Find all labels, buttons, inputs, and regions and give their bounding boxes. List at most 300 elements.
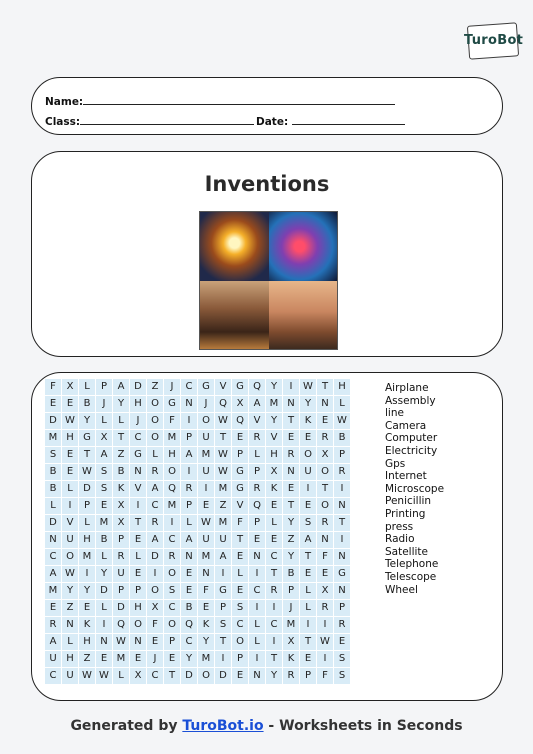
grid-cell[interactable]: P — [334, 447, 350, 463]
grid-cell[interactable]: I — [334, 481, 350, 497]
grid-cell[interactable]: P — [181, 498, 197, 514]
grid-cell[interactable]: L — [62, 634, 78, 650]
grid-cell[interactable]: J — [283, 600, 299, 616]
grid-cell[interactable]: Z — [283, 532, 299, 548]
grid-cell[interactable]: L — [266, 515, 282, 531]
grid-cell[interactable]: O — [300, 447, 316, 463]
grid-cell[interactable]: P — [164, 634, 180, 650]
grid-cell[interactable]: P — [113, 583, 129, 599]
grid-cell[interactable]: W — [334, 413, 350, 429]
grid-cell[interactable]: M — [215, 481, 231, 497]
grid-cell[interactable]: N — [283, 464, 299, 480]
grid-cell[interactable]: T — [266, 651, 282, 667]
grid-cell[interactable]: E — [283, 481, 299, 497]
grid-cell[interactable]: Q — [113, 617, 129, 633]
grid-cell[interactable]: T — [79, 447, 95, 463]
grid-cell[interactable]: A — [113, 379, 129, 395]
grid-cell[interactable]: A — [45, 566, 61, 582]
grid-cell[interactable]: E — [334, 634, 350, 650]
grid-cell[interactable]: N — [283, 396, 299, 412]
grid-cell[interactable]: O — [164, 464, 180, 480]
grid-cell[interactable]: C — [147, 498, 163, 514]
grid-cell[interactable]: Y — [266, 668, 282, 684]
grid-cell[interactable]: E — [300, 430, 316, 446]
grid-cell[interactable]: E — [300, 651, 316, 667]
grid-cell[interactable]: L — [181, 515, 197, 531]
grid-cell[interactable]: N — [62, 617, 78, 633]
grid-cell[interactable]: K — [198, 617, 214, 633]
grid-cell[interactable]: L — [232, 566, 248, 582]
grid-cell[interactable]: T — [130, 515, 146, 531]
grid-cell[interactable]: N — [249, 668, 265, 684]
grid-cell[interactable]: A — [249, 396, 265, 412]
grid-cell[interactable]: A — [181, 532, 197, 548]
grid-cell[interactable]: R — [317, 430, 333, 446]
grid-cell[interactable]: Y — [62, 583, 78, 599]
grid-cell[interactable]: Q — [232, 413, 248, 429]
grid-cell[interactable]: G — [232, 464, 248, 480]
grid-cell[interactable]: P — [215, 600, 231, 616]
grid-cell[interactable]: B — [96, 532, 112, 548]
grid-cell[interactable]: Y — [79, 413, 95, 429]
grid-cell[interactable]: M — [164, 498, 180, 514]
grid-cell[interactable]: Z — [62, 600, 78, 616]
grid-cell[interactable]: T — [113, 430, 129, 446]
grid-cell[interactable]: E — [62, 447, 78, 463]
grid-cell[interactable]: C — [45, 549, 61, 565]
grid-cell[interactable]: G — [232, 379, 248, 395]
grid-cell[interactable]: R — [317, 515, 333, 531]
grid-cell[interactable]: R — [147, 515, 163, 531]
grid-cell[interactable]: B — [283, 566, 299, 582]
grid-cell[interactable]: F — [164, 413, 180, 429]
grid-cell[interactable]: E — [96, 498, 112, 514]
grid-cell[interactable]: M — [96, 515, 112, 531]
grid-cell[interactable]: L — [300, 600, 316, 616]
class-line[interactable] — [80, 114, 254, 125]
grid-cell[interactable]: O — [317, 498, 333, 514]
grid-cell[interactable]: C — [147, 668, 163, 684]
grid-cell[interactable]: I — [249, 566, 265, 582]
grid-cell[interactable]: P — [96, 379, 112, 395]
grid-cell[interactable]: N — [249, 549, 265, 565]
grid-cell[interactable]: W — [62, 413, 78, 429]
grid-cell[interactable]: L — [96, 413, 112, 429]
grid-cell[interactable]: S — [232, 600, 248, 616]
grid-cell[interactable]: H — [79, 532, 95, 548]
grid-cell[interactable]: L — [249, 634, 265, 650]
grid-cell[interactable]: V — [62, 515, 78, 531]
grid-cell[interactable]: A — [181, 447, 197, 463]
grid-cell[interactable]: F — [232, 515, 248, 531]
grid-cell[interactable]: Q — [181, 617, 197, 633]
grid-cell[interactable]: O — [164, 617, 180, 633]
grid-cell[interactable]: U — [198, 464, 214, 480]
grid-cell[interactable]: T — [266, 566, 282, 582]
grid-cell[interactable]: S — [334, 668, 350, 684]
grid-cell[interactable]: J — [96, 396, 112, 412]
grid-cell[interactable]: E — [130, 651, 146, 667]
grid-cell[interactable]: C — [232, 617, 248, 633]
grid-cell[interactable]: X — [62, 379, 78, 395]
grid-cell[interactable]: T — [317, 379, 333, 395]
date-line[interactable] — [292, 114, 405, 125]
grid-cell[interactable]: X — [96, 430, 112, 446]
grid-cell[interactable]: C — [130, 430, 146, 446]
grid-cell[interactable]: L — [45, 498, 61, 514]
grid-cell[interactable]: L — [113, 668, 129, 684]
grid-cell[interactable]: L — [130, 549, 146, 565]
grid-cell[interactable]: V — [266, 430, 282, 446]
grid-cell[interactable]: K — [79, 617, 95, 633]
grid-cell[interactable]: W — [113, 634, 129, 650]
grid-cell[interactable]: M — [283, 617, 299, 633]
grid-cell[interactable]: C — [266, 549, 282, 565]
grid-cell[interactable]: M — [266, 396, 282, 412]
grid-cell[interactable]: E — [96, 651, 112, 667]
grid-cell[interactable]: E — [232, 549, 248, 565]
grid-cell[interactable]: W — [215, 413, 231, 429]
grid-cell[interactable]: Z — [79, 651, 95, 667]
grid-cell[interactable]: I — [147, 566, 163, 582]
grid-cell[interactable]: T — [232, 532, 248, 548]
grid-cell[interactable]: U — [113, 566, 129, 582]
grid-cell[interactable]: E — [45, 600, 61, 616]
grid-cell[interactable]: J — [198, 396, 214, 412]
grid-cell[interactable]: A — [147, 532, 163, 548]
grid-cell[interactable]: W — [96, 668, 112, 684]
grid-cell[interactable]: K — [113, 481, 129, 497]
grid-cell[interactable]: T — [334, 515, 350, 531]
grid-cell[interactable]: D — [130, 379, 146, 395]
grid-cell[interactable]: R — [181, 481, 197, 497]
grid-cell[interactable]: N — [334, 549, 350, 565]
grid-cell[interactable]: E — [232, 430, 248, 446]
grid-cell[interactable]: O — [147, 396, 163, 412]
grid-cell[interactable]: H — [130, 600, 146, 616]
grid-cell[interactable]: M — [215, 515, 231, 531]
grid-cell[interactable]: N — [317, 532, 333, 548]
grid-cell[interactable]: E — [164, 651, 180, 667]
grid-cell[interactable]: X — [147, 600, 163, 616]
grid-cell[interactable]: L — [147, 447, 163, 463]
grid-cell[interactable]: I — [249, 600, 265, 616]
grid-cell[interactable]: R — [283, 668, 299, 684]
grid-cell[interactable]: G — [334, 566, 350, 582]
grid-cell[interactable]: P — [232, 447, 248, 463]
grid-cell[interactable]: W — [79, 464, 95, 480]
name-line[interactable] — [83, 94, 395, 105]
grid-cell[interactable]: E — [62, 396, 78, 412]
grid-cell[interactable]: X — [232, 396, 248, 412]
grid-cell[interactable]: T — [164, 668, 180, 684]
grid-cell[interactable]: X — [283, 634, 299, 650]
grid-cell[interactable]: P — [79, 498, 95, 514]
grid-cell[interactable]: W — [198, 515, 214, 531]
grid-cell[interactable]: R — [45, 617, 61, 633]
grid-cell[interactable]: Q — [215, 396, 231, 412]
grid-cell[interactable]: E — [317, 413, 333, 429]
grid-cell[interactable]: R — [283, 447, 299, 463]
grid-cell[interactable]: M — [113, 651, 129, 667]
grid-cell[interactable]: C — [164, 600, 180, 616]
grid-cell[interactable]: E — [181, 566, 197, 582]
grid-cell[interactable]: T — [300, 549, 316, 565]
grid-cell[interactable]: J — [130, 413, 146, 429]
grid-cell[interactable]: E — [62, 464, 78, 480]
grid-cell[interactable]: X — [266, 464, 282, 480]
grid-cell[interactable]: R — [317, 600, 333, 616]
grid-cell[interactable]: N — [130, 634, 146, 650]
grid-cell[interactable]: L — [79, 379, 95, 395]
grid-cell[interactable]: H — [62, 651, 78, 667]
grid-cell[interactable]: O — [232, 634, 248, 650]
grid-cell[interactable]: F — [198, 583, 214, 599]
grid-cell[interactable]: U — [300, 464, 316, 480]
grid-cell[interactable]: C — [249, 583, 265, 599]
grid-cell[interactable]: R — [147, 464, 163, 480]
grid-cell[interactable]: O — [317, 464, 333, 480]
grid-cell[interactable]: Y — [79, 583, 95, 599]
grid-cell[interactable]: E — [147, 634, 163, 650]
grid-cell[interactable]: O — [147, 583, 163, 599]
grid-cell[interactable]: N — [96, 634, 112, 650]
grid-cell[interactable]: I — [181, 413, 197, 429]
grid-cell[interactable]: K — [300, 413, 316, 429]
grid-cell[interactable]: U — [62, 668, 78, 684]
grid-cell[interactable]: E — [232, 583, 248, 599]
grid-cell[interactable]: P — [300, 668, 316, 684]
grid-cell[interactable]: X — [113, 498, 129, 514]
grid-cell[interactable]: O — [147, 430, 163, 446]
grid-cell[interactable]: L — [334, 396, 350, 412]
grid-cell[interactable]: V — [249, 413, 265, 429]
grid-cell[interactable]: B — [334, 430, 350, 446]
grid-cell[interactable]: F — [147, 617, 163, 633]
grid-cell[interactable]: S — [45, 447, 61, 463]
grid-cell[interactable]: S — [300, 515, 316, 531]
grid-cell[interactable]: H — [130, 396, 146, 412]
grid-cell[interactable]: I — [79, 566, 95, 582]
grid-cell[interactable]: H — [62, 430, 78, 446]
grid-cell[interactable]: U — [215, 532, 231, 548]
grid-cell[interactable]: I — [215, 651, 231, 667]
grid-cell[interactable]: E — [317, 566, 333, 582]
grid-cell[interactable]: Z — [215, 498, 231, 514]
grid-cell[interactable]: I — [215, 566, 231, 582]
grid-cell[interactable]: I — [300, 617, 316, 633]
grid-cell[interactable]: T — [317, 481, 333, 497]
grid-cell[interactable]: R — [334, 617, 350, 633]
grid-cell[interactable]: D — [181, 668, 197, 684]
grid-cell[interactable]: Q — [164, 481, 180, 497]
grid-cell[interactable]: P — [232, 651, 248, 667]
grid-cell[interactable]: T — [215, 430, 231, 446]
grid-cell[interactable]: J — [164, 379, 180, 395]
grid-cell[interactable]: X — [317, 447, 333, 463]
grid-cell[interactable]: E — [181, 583, 197, 599]
grid-cell[interactable]: N — [334, 498, 350, 514]
grid-cell[interactable]: Y — [283, 549, 299, 565]
grid-cell[interactable]: Y — [181, 651, 197, 667]
grid-cell[interactable]: P — [249, 515, 265, 531]
grid-cell[interactable]: I — [300, 481, 316, 497]
grid-cell[interactable]: X — [130, 668, 146, 684]
grid-cell[interactable]: T — [215, 634, 231, 650]
grid-cell[interactable]: G — [198, 379, 214, 395]
grid-cell[interactable]: O — [198, 668, 214, 684]
grid-cell[interactable]: I — [181, 464, 197, 480]
grid-cell[interactable]: Q — [249, 498, 265, 514]
grid-cell[interactable]: H — [164, 447, 180, 463]
grid-cell[interactable]: C — [181, 379, 197, 395]
grid-cell[interactable]: G — [164, 396, 180, 412]
grid-cell[interactable]: E — [232, 668, 248, 684]
grid-cell[interactable]: C — [164, 532, 180, 548]
grid-cell[interactable]: X — [113, 515, 129, 531]
grid-cell[interactable]: P — [334, 600, 350, 616]
grid-cell[interactable]: O — [130, 617, 146, 633]
grid-cell[interactable]: I — [317, 651, 333, 667]
grid-cell[interactable]: W — [62, 566, 78, 582]
grid-cell[interactable]: F — [317, 549, 333, 565]
grid-cell[interactable]: B — [45, 464, 61, 480]
grid-cell[interactable]: E — [45, 396, 61, 412]
grid-cell[interactable]: A — [45, 634, 61, 650]
grid-cell[interactable]: V — [215, 379, 231, 395]
grid-cell[interactable]: Y — [283, 515, 299, 531]
grid-cell[interactable]: I — [266, 634, 282, 650]
grid-cell[interactable]: E — [300, 498, 316, 514]
grid-cell[interactable]: T — [300, 634, 316, 650]
grid-cell[interactable]: E — [283, 430, 299, 446]
grid-cell[interactable]: J — [147, 651, 163, 667]
grid-cell[interactable]: F — [317, 668, 333, 684]
grid-cell[interactable]: K — [266, 481, 282, 497]
grid-cell[interactable]: E — [300, 566, 316, 582]
grid-cell[interactable]: U — [198, 532, 214, 548]
grid-cell[interactable]: N — [181, 396, 197, 412]
grid-cell[interactable]: I — [130, 498, 146, 514]
grid-cell[interactable]: P — [181, 430, 197, 446]
grid-cell[interactable]: M — [79, 549, 95, 565]
grid-cell[interactable]: W — [215, 464, 231, 480]
grid-cell[interactable]: H — [266, 447, 282, 463]
grid-cell[interactable]: N — [317, 396, 333, 412]
grid-cell[interactable]: L — [62, 481, 78, 497]
grid-cell[interactable]: O — [62, 549, 78, 565]
grid-cell[interactable]: E — [198, 498, 214, 514]
grid-cell[interactable]: C — [266, 617, 282, 633]
grid-cell[interactable]: W — [79, 668, 95, 684]
grid-cell[interactable]: O — [164, 566, 180, 582]
grid-cell[interactable]: U — [62, 532, 78, 548]
grid-cell[interactable]: E — [266, 532, 282, 548]
grid-cell[interactable]: C — [45, 668, 61, 684]
grid-cell[interactable]: X — [317, 583, 333, 599]
grid-cell[interactable]: D — [45, 515, 61, 531]
grid-cell[interactable]: R — [266, 583, 282, 599]
grid-cell[interactable]: N — [130, 464, 146, 480]
grid-cell[interactable]: L — [249, 447, 265, 463]
grid-cell[interactable]: G — [215, 583, 231, 599]
grid-cell[interactable]: R — [334, 464, 350, 480]
grid-cell[interactable]: C — [181, 634, 197, 650]
grid-cell[interactable]: W — [300, 379, 316, 395]
grid-cell[interactable]: G — [232, 481, 248, 497]
grid-cell[interactable]: P — [130, 583, 146, 599]
grid-cell[interactable]: E — [198, 600, 214, 616]
grid-cell[interactable]: R — [249, 430, 265, 446]
grid-cell[interactable]: M — [198, 447, 214, 463]
grid-cell[interactable]: M — [45, 583, 61, 599]
grid-cell[interactable]: I — [164, 515, 180, 531]
grid-cell[interactable]: I — [334, 532, 350, 548]
grid-cell[interactable]: K — [283, 651, 299, 667]
grid-cell[interactable]: N — [198, 566, 214, 582]
grid-cell[interactable]: U — [198, 430, 214, 446]
grid-cell[interactable]: P — [249, 464, 265, 480]
grid-cell[interactable]: S — [96, 481, 112, 497]
grid-cell[interactable]: L — [249, 617, 265, 633]
grid-cell[interactable]: Y — [198, 634, 214, 650]
grid-cell[interactable]: B — [45, 481, 61, 497]
grid-cell[interactable]: I — [266, 600, 282, 616]
grid-cell[interactable]: D — [147, 549, 163, 565]
turobot-link[interactable]: TuroBot.io — [182, 718, 264, 734]
grid-cell[interactable]: B — [79, 396, 95, 412]
grid-cell[interactable]: G — [130, 447, 146, 463]
grid-cell[interactable]: B — [113, 464, 129, 480]
grid-cell[interactable]: E — [249, 532, 265, 548]
grid-cell[interactable]: M — [198, 651, 214, 667]
grid-cell[interactable]: N — [181, 549, 197, 565]
grid-cell[interactable]: A — [300, 532, 316, 548]
grid-cell[interactable]: V — [130, 481, 146, 497]
grid-cell[interactable]: I — [317, 617, 333, 633]
grid-cell[interactable]: D — [113, 600, 129, 616]
grid-cell[interactable]: I — [249, 651, 265, 667]
grid-cell[interactable]: I — [198, 481, 214, 497]
grid-cell[interactable]: M — [164, 430, 180, 446]
grid-cell[interactable]: W — [215, 447, 231, 463]
grid-cell[interactable]: O — [198, 413, 214, 429]
grid-cell[interactable]: I — [96, 617, 112, 633]
grid-cell[interactable]: R — [113, 549, 129, 565]
grid-cell[interactable]: A — [96, 447, 112, 463]
grid-cell[interactable]: S — [334, 651, 350, 667]
grid-cell[interactable]: T — [283, 498, 299, 514]
grid-cell[interactable]: F — [45, 379, 61, 395]
grid-cell[interactable]: L — [300, 583, 316, 599]
grid-cell[interactable]: D — [215, 668, 231, 684]
grid-cell[interactable]: Z — [113, 447, 129, 463]
grid-cell[interactable]: Z — [147, 379, 163, 395]
grid-cell[interactable]: L — [113, 413, 129, 429]
grid-cell[interactable]: Y — [266, 413, 282, 429]
grid-cell[interactable]: A — [147, 481, 163, 497]
grid-cell[interactable]: Y — [96, 566, 112, 582]
grid-cell[interactable]: B — [181, 600, 197, 616]
grid-cell[interactable]: R — [249, 481, 265, 497]
grid-cell[interactable]: H — [79, 634, 95, 650]
grid-cell[interactable]: D — [45, 413, 61, 429]
grid-cell[interactable]: N — [334, 583, 350, 599]
grid-cell[interactable]: P — [113, 532, 129, 548]
grid-cell[interactable]: L — [79, 515, 95, 531]
grid-cell[interactable]: N — [45, 532, 61, 548]
grid-cell[interactable]: Y — [113, 396, 129, 412]
